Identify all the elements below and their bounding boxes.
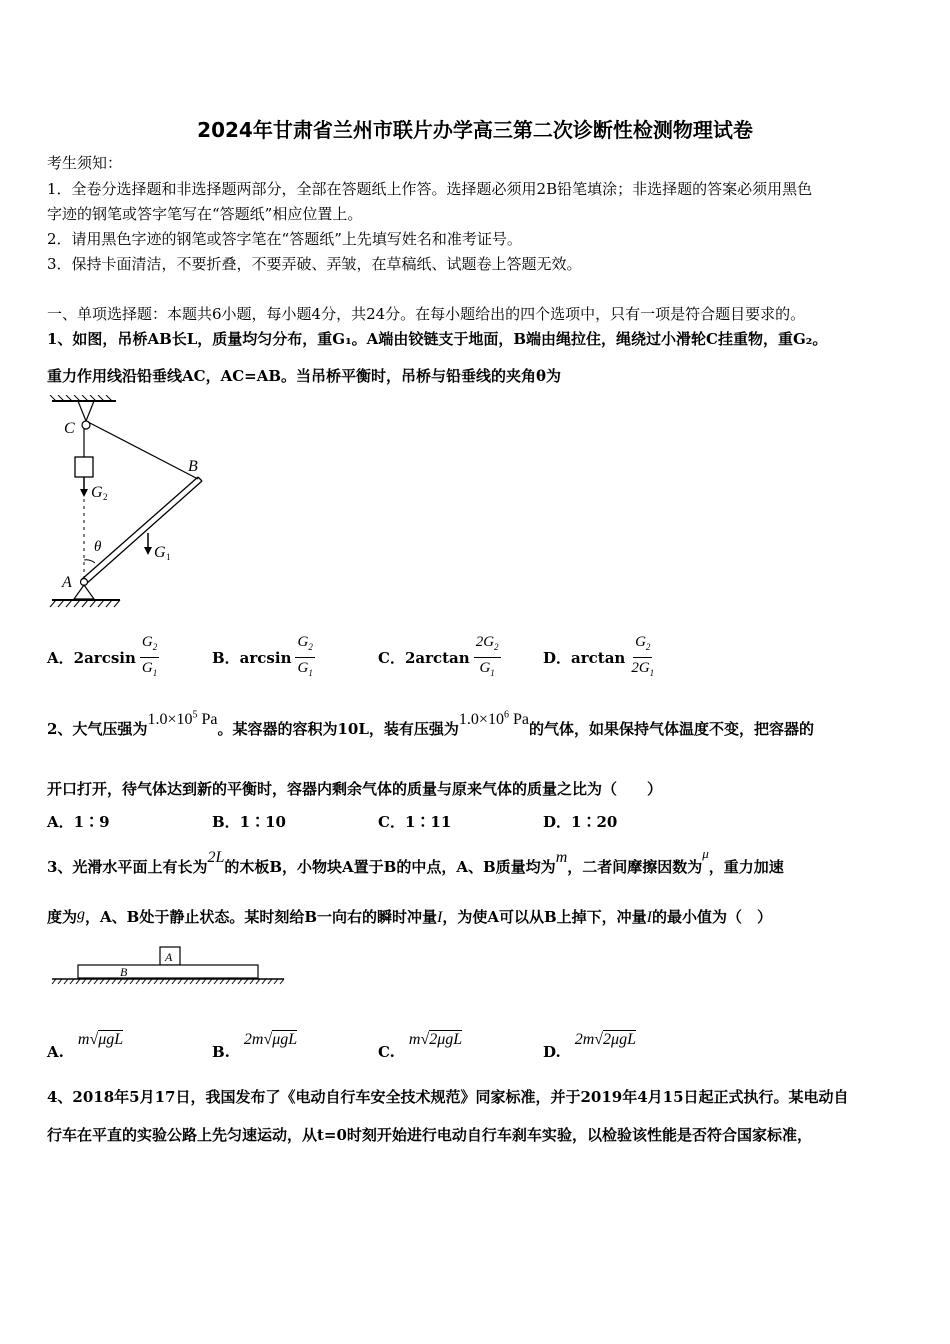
option-b: B．1∶10 [212,813,286,831]
question-2-text: 开口打开，待气体达到新的平衡时，容器内剩余气体的质量与原来气体的质量之比为（ ） [47,780,663,798]
question-1-text: 重力作用线沿铅垂线AC，AC=AB。当吊桥平衡时，吊桥与铅垂线的夹角θ为 [47,367,562,385]
option-b: B. 2m √ μgL [212,1031,298,1061]
board-block-figure [48,940,288,990]
option-a: A. m √ μgL [47,1031,124,1061]
option-a: A．1∶9 [47,813,110,831]
question-2-text: 2、大气压强为$1.0\times 10^5$ Pa。某容器的容积为10L，装有压强为$1.0\times 10^6$ Pa的气体，如果保持气体温度不变，把容器的 [47,709,814,738]
label-block-a: A [165,950,173,964]
label-g2-sub: 2 [103,492,108,502]
option-d: D．1∶20 [543,813,618,831]
notice-heading: 考生须知： [47,154,123,172]
question-4-text: 行车在平直的实验公路上先匀速运动，从t=0时刻开始进行电动自行车刹车实验，以检验该性能是否符合国家标准， [47,1126,812,1144]
notice-line: 1．全卷分选择题和非选择题两部分，全部在答题纸上作答。选择题必须用2B铅笔填涂；非选择题的答案必须用黑色 [47,180,813,198]
notice-line: 字迹的钢笔或答字笔写在“答题纸”相应位置上。 [47,205,363,223]
question-1-text: 1、如图，吊桥AB长L，质量均匀分布，重G₁。A端由铰链支于地面，B端由绳拉住，绳绕过小滑轮C挂重物，重G₂。 [47,330,828,348]
option-c: C. m √ 2μgL [378,1031,463,1061]
label-g2: G [91,484,103,501]
question-3-text: 度为g，A、B处于静止状态。某时刻给B一向右的瞬时冲量I，为使A可以从B上掉下，冲量I的最小值为（ ） [47,906,773,926]
label-b: B [188,458,198,475]
option-c: C．2arctan $\frac{2G_2}{G_1}$ [378,634,499,678]
label-board-b: B [120,965,128,979]
notice-line: 2．请用黑色字迹的钢笔或答字笔在“答题纸”上先填写姓名和准考证号。 [47,230,522,248]
question-3-text: 3、光滑水平面上有长为2L的木板B，小物块A置于B的中点，A、B质量均为m，二者间摩擦因数为μ，重力加速 [47,846,784,876]
question-4-text: 4、2018年5月17日，我国发布了《电动自行车安全技术规范》同家标准，并于2019年4月15日起正式执行。某电动自 [47,1088,849,1106]
option-d: D. 2m √ 2μgL [543,1031,636,1061]
drawbridge-figure [48,395,208,620]
option-d: D．arctan $\frac{G_2}{2G_1}$ [543,634,655,678]
section-heading: 一、单项选择题：本题共6小题，每小题4分，共24分。在每小题给出的四个选项中，只有一项是符合题目要求的。 [47,305,806,323]
label-c: C [64,420,75,437]
option-a: A．2arcsin $\frac{G_2}{G_1}$ [47,634,158,678]
page-title: 2024年甘肃省兰州市联片办学高三第二次诊断性检测物理试卷 [197,118,753,142]
option-b: B．arcsin $\frac{G_2}{G_1}$ [212,634,313,678]
label-g1: G [154,544,166,561]
label-theta: θ [94,539,102,555]
notice-line: 3．保持卡面清洁，不要折叠，不要弄破、弄皱，在草稿纸、试题卷上答题无效。 [47,255,582,273]
label-a: A [62,574,72,591]
label-g1-sub: 1 [166,552,171,562]
option-c: C．1∶11 [378,813,452,831]
